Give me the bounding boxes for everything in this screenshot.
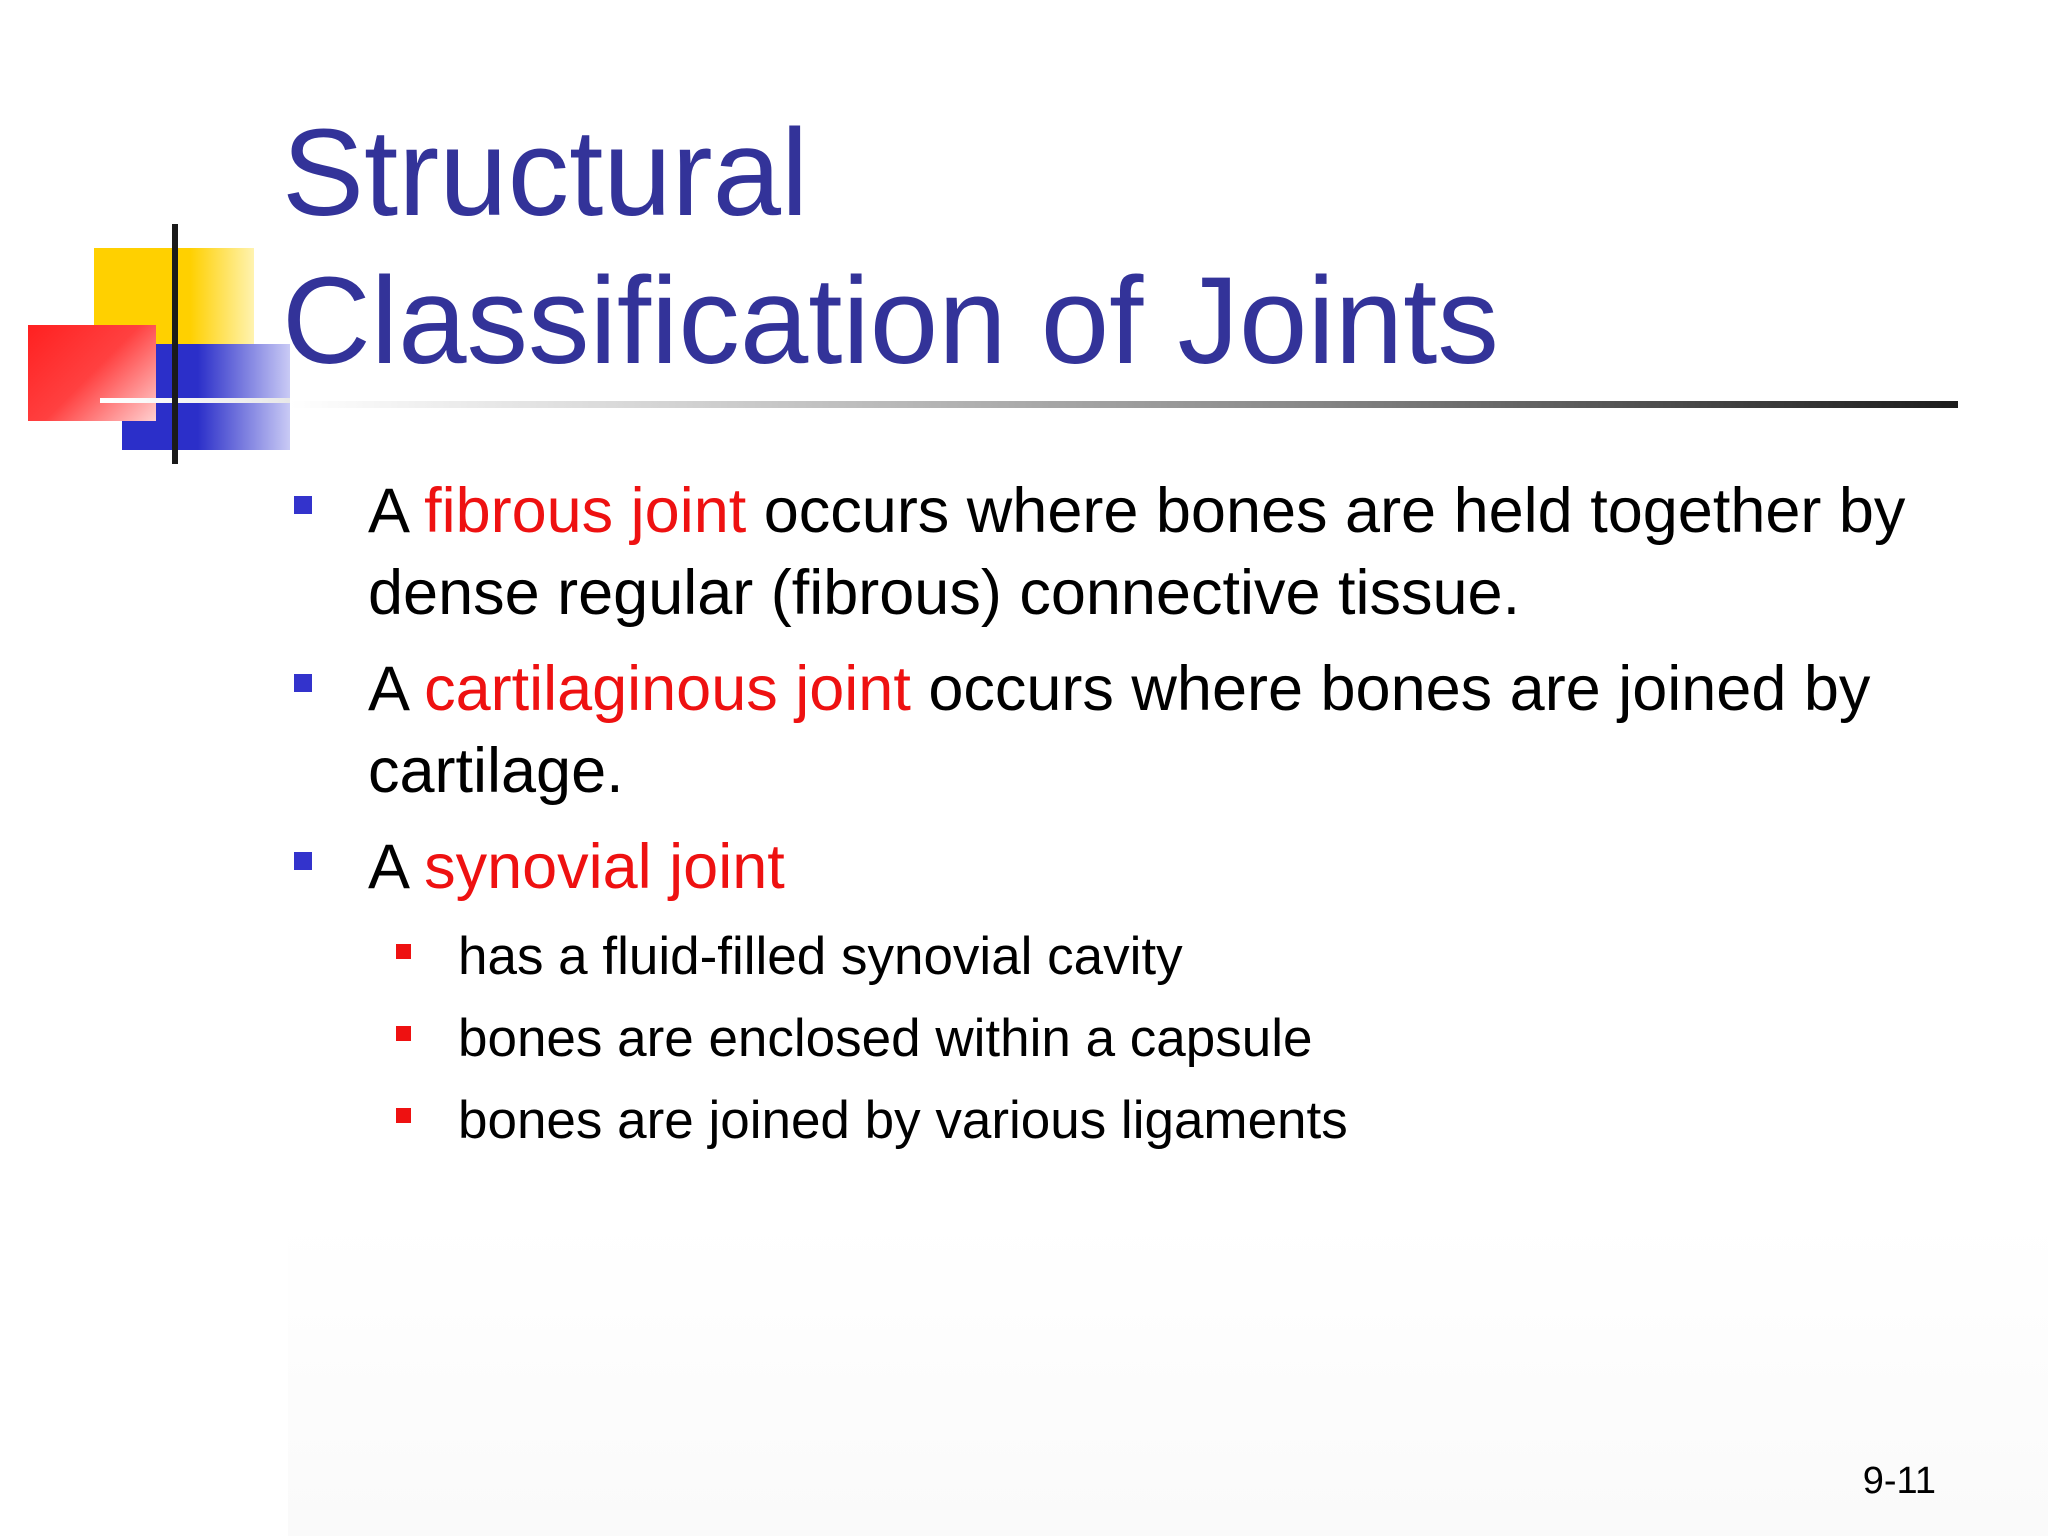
subbullet-text: bones are joined by various ligaments — [458, 1091, 1348, 1150]
page-number: 9-11 — [1862, 1460, 1936, 1502]
bullet-list — [290, 470, 1990, 1176]
decorative-vertical-line — [172, 224, 178, 464]
bullet-square-icon — [294, 496, 312, 514]
bullet-prefix: A — [368, 476, 425, 546]
decorative-horizontal-line — [100, 398, 290, 403]
bullet-suffix: occurs where bones are joined by cartilage. — [368, 654, 1871, 806]
bullet-square-icon — [294, 852, 312, 870]
slide-title — [282, 100, 1499, 396]
title-line-1: Structural — [282, 105, 809, 242]
subbullet-square-icon — [396, 1026, 411, 1041]
background-shade — [288, 1220, 2048, 1536]
subbullet-item — [368, 1080, 1990, 1162]
bullet-prefix: A — [368, 654, 425, 724]
subbullet-square-icon — [396, 944, 411, 959]
bullet-suffix: occurs where bones are held together by dense regular (fibrous) connective tissue. — [368, 476, 1906, 628]
bullet-prefix: A — [368, 832, 425, 902]
term-synovial-joint: synovial joint — [424, 832, 785, 902]
decorative-red-square — [28, 325, 156, 421]
term-fibrous-joint: fibrous joint — [424, 476, 747, 546]
subbullet-item — [368, 998, 1990, 1080]
subbullet-square-icon — [396, 1108, 411, 1123]
synovial-subbullet-list — [368, 916, 1990, 1162]
subbullet-text: bones are enclosed within a capsule — [458, 1009, 1313, 1068]
title-underline-rule — [290, 401, 1958, 408]
bullet-fibrous-joint — [290, 470, 1990, 634]
bullet-synovial-joint — [290, 826, 1990, 1162]
bullet-cartilaginous-joint — [290, 648, 1990, 812]
title-line-2: Classification of Joints — [282, 253, 1499, 390]
subbullet-text: has a fluid-filled synovial cavity — [458, 927, 1183, 986]
bullet-square-icon — [294, 674, 312, 692]
term-cartilaginous-joint: cartilaginous joint — [424, 654, 911, 724]
subbullet-item — [368, 916, 1990, 998]
